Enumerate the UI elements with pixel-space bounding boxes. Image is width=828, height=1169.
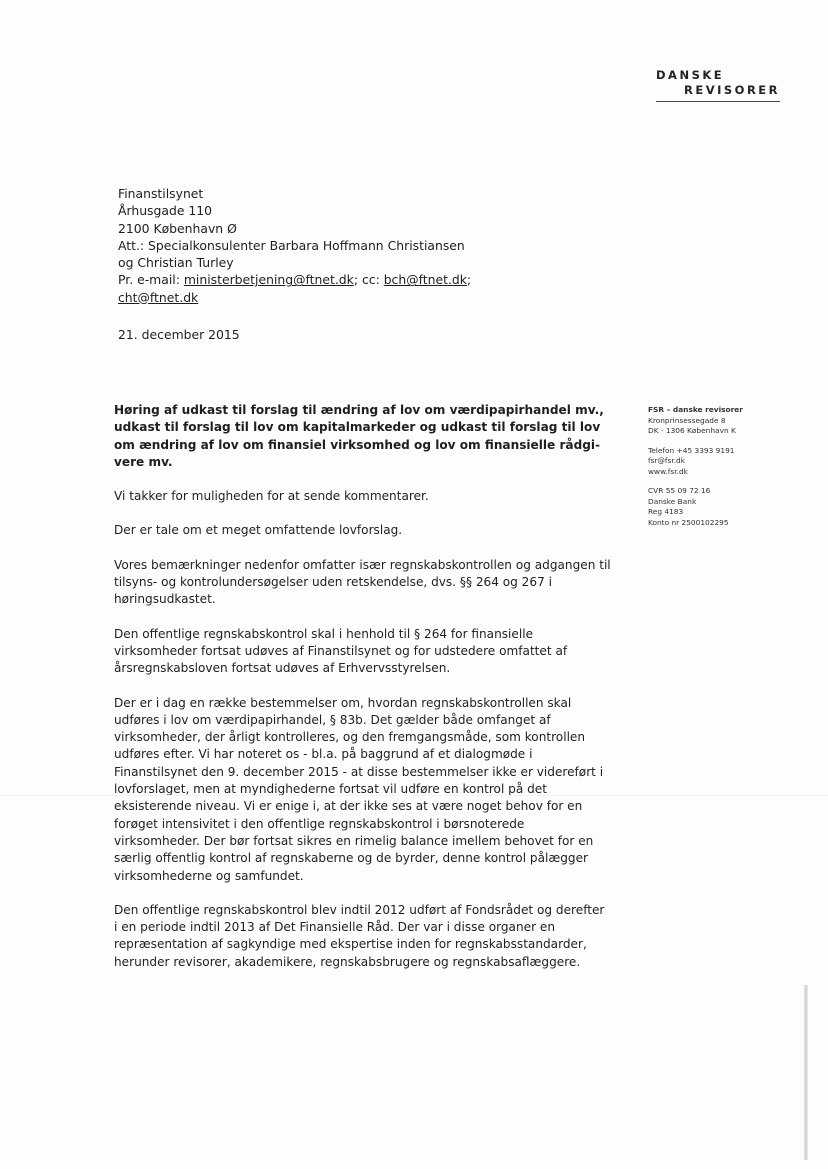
letter-subject-heading — [114, 402, 614, 471]
sender-address-block — [648, 405, 758, 437]
paragraph-line: tilsyns- og kontrolundersøgelser uden retskendelse, dvs. §§ 264 og 267 i — [114, 575, 552, 590]
paragraph-line: Finanstilsynet den 9. december 2015 - at disse bestemmelser ikke er videreført i — [114, 764, 604, 779]
address-line: og Christian Turley — [118, 255, 234, 271]
sender-info-sidebar — [648, 405, 758, 537]
paragraph-line: årsregnskabsloven fortsat udøves af Erhvervsstyrelsen. — [114, 661, 451, 676]
paragraph-line: virksomheder. Der bør fortsat sikres en rimelig balance imellem behovet for en — [114, 833, 594, 848]
letter-date: 21. december 2015 — [118, 327, 240, 342]
paragraph-line: i en periode indtil 2013 af Det Finansielle Råd. Der var i disse organer en — [114, 920, 555, 935]
email-link-bch[interactable]: bch@ftnet.dk — [383, 272, 467, 288]
sender-phone: Telefon +45 3393 9191 — [648, 445, 735, 455]
heading-line: om ændring af lov om finansiel virksomhed og lov om finansielle rådgi- — [114, 437, 601, 452]
paragraph-line: herunder revisorer, akademikere, regnskabsbrugere og regnskabsaflæggere. — [114, 954, 581, 969]
paragraph-line: eksisterende niveau. Vi er enige i, at der ikke ses at være noget behov for en — [114, 799, 583, 814]
sender-reg: Reg 4183 — [648, 507, 684, 516]
sender-bank: Danske Bank — [648, 496, 697, 506]
paragraph-line: virksomheder, der årligt kontrolleres, og den fremgangsmåde, som kontrollen — [114, 730, 586, 745]
paragraph-line: særlig offentlig kontrol af regnskaberne og de byrder, denne kontrol pålægger — [114, 851, 588, 866]
address-line: Att.: Specialkonsulenter Barbara Hoffmann Christiansen — [118, 237, 465, 253]
sender-contact-block — [648, 446, 758, 478]
cc-text: ; cc: — [353, 272, 384, 288]
sender-bank-block — [648, 486, 758, 528]
letter-body — [114, 402, 614, 988]
email-link-ministerbetjening[interactable]: ministerbetjening@ftnet.dk — [183, 272, 354, 288]
heading-line: udkast til forslag til lov om kapitalmarkeder og udkast til forslag til lov — [114, 420, 601, 435]
danske-revisorer-logo — [650, 68, 785, 102]
heading-line: Høring af udkast til forslag til ændring af lov om værdipapirhandel mv., — [114, 403, 604, 417]
logo-line-2: REVISORER — [684, 83, 781, 97]
paragraph-line: Der er tale om et meget omfattende lovforslag. — [114, 523, 403, 538]
paragraph-line: Vores bemærkninger nedenfor omfatter især regnskabskontrollen og adgangen til — [114, 557, 611, 572]
email-line-2 — [118, 289, 588, 306]
paragraph-thanks — [114, 488, 614, 505]
paragraph-line: lovforslaget, men at myndighederne fortsat vil udføre en kontrol på det — [114, 782, 547, 797]
paragraph-line: Vi takker for muligheden for at sende kommentarer. — [114, 489, 429, 504]
paragraph-remarks — [114, 557, 614, 609]
address-line: Århusgade 110 — [118, 203, 213, 219]
paragraph-line: høringsudkastet. — [114, 592, 216, 607]
paragraph-provisions — [114, 695, 614, 885]
email-link-cht[interactable]: cht@ftnet.dk — [118, 289, 199, 305]
sender-account: Konto nr 2500102295 — [648, 517, 729, 527]
paragraph-line: Den offentlige regnskabskontrol blev indtil 2012 udført af Fondsrådet og derefter — [114, 902, 605, 917]
logo-underline — [656, 101, 780, 102]
paragraph-public-control — [114, 626, 614, 678]
paragraph-line: Den offentlige regnskabskontrol skal i henhold til § 264 for finansielle — [114, 626, 534, 641]
heading-line: vere mv. — [114, 454, 173, 469]
paragraph-line: virksomheder fortsat udøves af Finanstilsynet og for udstedere omfattet af — [114, 643, 568, 658]
paragraph-line: Der er i dag en række bestemmelser om, hvordan regnskabskontrollen skal — [114, 695, 572, 710]
scan-edge-shadow — [804, 985, 808, 1160]
recipient-address — [118, 185, 588, 306]
paragraph-line: repræsentation af sagkyndige med ekspertise inden for regnskabsstandarder, — [114, 937, 587, 952]
paragraph-line: forøget intensivitet i den offentlige regnskabskontrol i børsnoterede — [114, 816, 525, 831]
sender-web[interactable]: www.fsr.dk — [648, 466, 688, 476]
email-line — [118, 271, 588, 288]
logo-line-1: DANSKE — [656, 68, 725, 82]
sender-cvr: CVR 55 09 72 16 — [648, 486, 711, 495]
sender-city: DK - 1306 København K — [648, 426, 736, 435]
scan-fold-line — [0, 795, 828, 796]
address-line: Finanstilsynet — [118, 186, 204, 201]
sender-email[interactable]: fsr@fsr.dk — [648, 456, 686, 465]
paragraph-line: udføres efter. Vi har noteret os - bl.a. på baggrund af et dialogmøde i — [114, 747, 533, 762]
email-prefix: Pr. e-mail: — [118, 272, 184, 288]
sender-street: Kronprinsessegade 8 — [648, 415, 726, 425]
paragraph-line: virksomhederne og samfundet. — [114, 868, 304, 883]
paragraph-line: udføres i lov om værdipapirhandel, § 83b. Det gælder både omfanget af — [114, 712, 551, 727]
paragraph-comprehensive — [114, 522, 614, 539]
address-line: 2100 København Ø — [118, 220, 237, 236]
email-separator: ; — [466, 272, 472, 288]
paragraph-history — [114, 902, 614, 971]
sender-org-name: FSR – danske revisorer — [648, 405, 743, 414]
